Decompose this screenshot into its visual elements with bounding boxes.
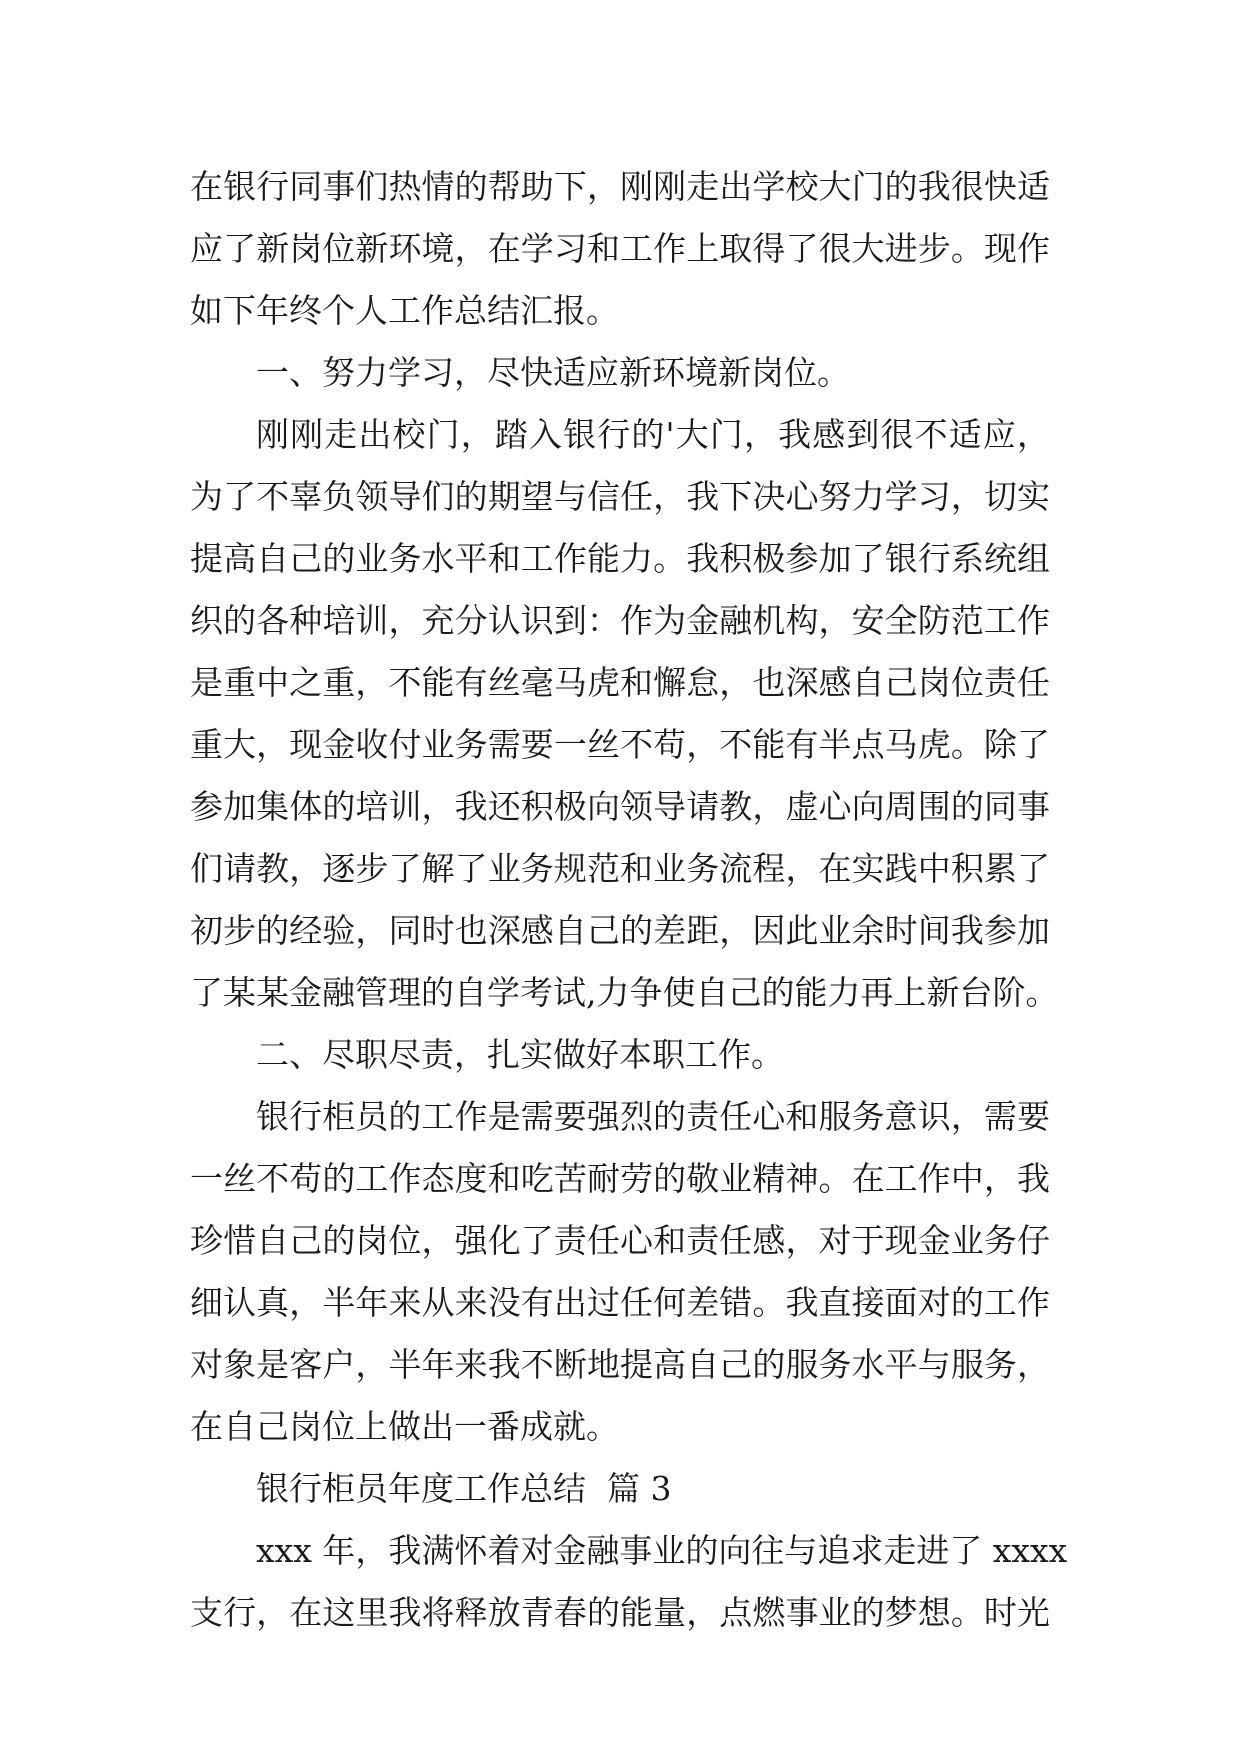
- body-line: 珍惜自己的岗位，强化了责任心和责任感，对于现金业务仔: [190, 1221, 1050, 1260]
- body-line: 初步的经验，同时也深感自己的差距，因此业余时间我参加: [190, 911, 1050, 950]
- section-heading: 二、尽职尽责，扎实做好本职工作。: [256, 1035, 784, 1074]
- body-line: 参加集体的培训，我还积极向领导请教，虚心向周围的同事: [190, 787, 1050, 826]
- document-body: [190, 156, 1068, 1644]
- body-line: 刚刚走出校门，踏入银行的'大门，我感到很不适应，: [256, 415, 1050, 454]
- body-line: 对象是客户，半年来我不断地提高自己的服务水平与服务，: [190, 1345, 1050, 1384]
- body-line: 一丝不苟的工作态度和吃苦耐劳的敬业精神。在工作中，我: [190, 1159, 1050, 1198]
- body-line: 细认真，半年来从来没有出过任何差错。我直接面对的工作: [190, 1283, 1050, 1322]
- body-line: 如下年终个人工作总结汇报。: [190, 291, 619, 330]
- body-line: 是重中之重，不能有丝毫马虎和懈怠，也深感自己岗位责任: [190, 663, 1050, 702]
- section-heading: 一、努力学习，尽快适应新环境新岗位。: [256, 353, 850, 392]
- body-line: 支行，在这里我将释放青春的能量，点燃事业的梦想。时光: [190, 1593, 1050, 1632]
- body-line: 为了不辜负领导们的期望与信任，我下决心努力学习，切实: [190, 477, 1050, 516]
- body-line: 提高自己的业务水平和工作能力。我积极参加了银行系统组: [190, 539, 1050, 578]
- body-line: 了某某金融管理的自学考试,力争使自己的能力再上新台阶。: [190, 973, 1059, 1012]
- body-line: 银行柜员的工作是需要强烈的责任心和服务意识，需要: [256, 1097, 1050, 1136]
- body-line: 在银行同事们热情的帮助下，刚刚走出学校大门的我很快适: [190, 167, 1050, 206]
- body-line: 们请教，逐步了解了业务规范和业务流程，在实践中积累了: [190, 849, 1050, 888]
- article-title: 银行柜员年度工作总结 篇 3: [256, 1469, 672, 1508]
- body-line: 在自己岗位上做出一番成就。: [190, 1407, 619, 1446]
- body-line: xxx 年，我满怀着对金融事业的向往与追求走进了 xxxx: [256, 1531, 1068, 1570]
- body-line: 重大，现金收付业务需要一丝不苟，不能有半点马虎。除了: [190, 725, 1050, 764]
- body-line: 应了新岗位新环境，在学习和工作上取得了很大进步。现作: [190, 229, 1050, 268]
- body-line: 织的各种培训，充分认识到：作为金融机构，安全防范工作: [190, 601, 1050, 640]
